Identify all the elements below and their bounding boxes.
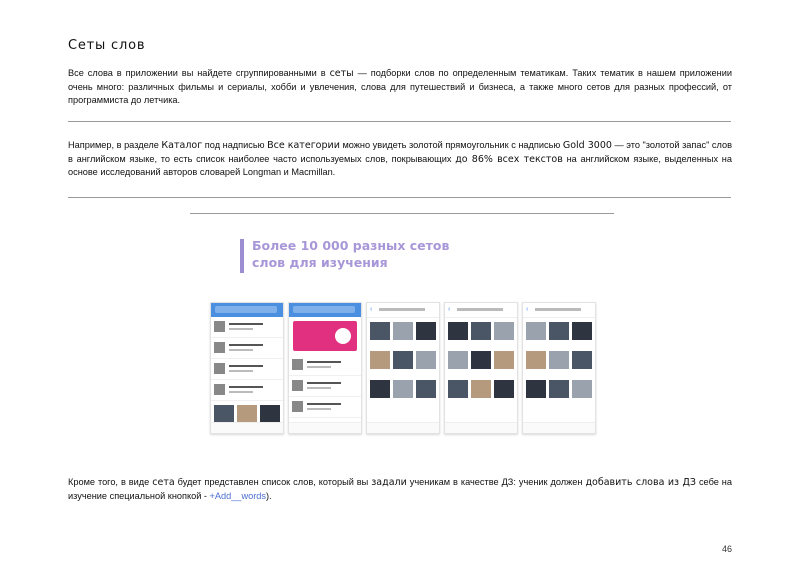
text-segment: будет представлен список слов, который вы: [174, 477, 372, 487]
paragraph-homework: [68, 476, 732, 503]
paragraph-sets-intro: [68, 67, 732, 108]
text-segment: под надписью: [202, 140, 268, 150]
divider: [68, 121, 731, 122]
text-segment: Например, в разделе: [68, 140, 162, 150]
highlight-add-words: добавить слова из ДЗ: [585, 477, 696, 488]
highlight-sets: сеты: [329, 68, 354, 79]
search-bar: [289, 303, 361, 317]
app-screens-image: [190, 232, 602, 432]
page-title: Сеты слов: [68, 38, 146, 53]
highlight-all-categories: Все категории: [267, 140, 340, 151]
back-icon: ‹: [448, 306, 451, 313]
text-segment: себе на изучение специальной кнопкой -: [68, 477, 732, 501]
tab-bar: [523, 422, 595, 433]
divider: [190, 213, 614, 214]
promo-title-line: Более 10 000 разных сетов: [252, 238, 450, 253]
text-segment: Все слова в приложении вы найдете сгруппированными в: [68, 68, 330, 78]
search-bar: [211, 303, 283, 317]
highlight-coverage: до 86% всех текстов: [455, 153, 563, 165]
text-segment: можно увидеть золотой прямоугольник с надписью: [339, 140, 563, 150]
tab-bar: [211, 422, 283, 433]
add-words-button-label[interactable]: +Add__words: [209, 490, 266, 501]
phone-screen-work: [444, 302, 518, 434]
tab-bar: [289, 422, 361, 433]
text-segment: ).: [265, 490, 272, 501]
text-segment: на английском языке, выделенных на основе исследований авторов словарей Longman и Macmillan.: [68, 153, 732, 177]
paragraph-gold-3000: [68, 139, 732, 180]
highlight-set: сета: [152, 477, 175, 488]
highlight-gold-3000: Gold 3000: [562, 140, 612, 151]
tab-bar: [445, 422, 517, 433]
back-icon: ‹: [370, 306, 373, 313]
music-banner: [293, 321, 357, 351]
headphones-icon: [335, 328, 351, 344]
phone-screen-dictionary: [210, 302, 284, 434]
back-icon: ‹: [526, 306, 529, 313]
accent-bar: [240, 239, 244, 273]
tab-bar: [367, 422, 439, 433]
phone-screen-professions: [366, 302, 440, 434]
highlight-catalog: Каталог: [161, 140, 203, 151]
text-segment: ученикам в качестве ДЗ: ученик должен: [406, 477, 586, 487]
phone-screen-sport: [522, 302, 596, 434]
page-number: 46: [721, 544, 732, 554]
text-segment: Кроме того, в виде: [68, 477, 153, 487]
divider: [68, 197, 731, 198]
text-segment: — подборки слов по определенным тематикам. Таких тематик в нашем приложении очень много: различных фильмы и сериалы, хобби и увлечения, слова для путешествий и бизнеса, а также много сетов для разных профессий, от программиста до летчика.: [68, 68, 732, 105]
highlight-assigned: задали: [371, 477, 407, 488]
phone-screen-catalog: [288, 302, 362, 434]
promo-title-line: слов для изучения: [252, 255, 388, 270]
text-segment: — это "золотой запас" слов в английском языке, то есть список наиболее часто используемых слов, покрывающих: [68, 140, 732, 164]
promo-title: [252, 237, 449, 271]
